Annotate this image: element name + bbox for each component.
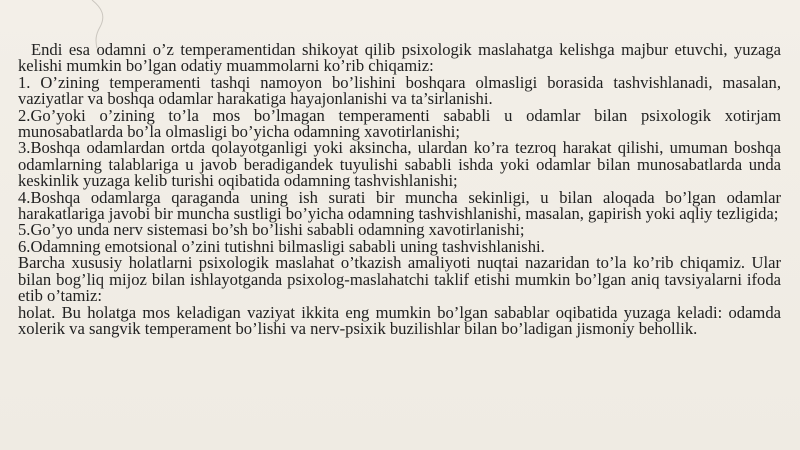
list-item-6: 6.Odamning emotsional o’zini tutishni bilmasligi sababli uning tashvishlanishi. [18,236,545,256]
conclusion-paragraph: Barcha xususiy holatlarni psixologik maslahat o’tkazish amaliyoti nuqtai nazaridan to’la ko’rib chiqamiz. Ular bilan bog’liq mijoz bilan ishlayotganda psixolog-maslahatchi taklif etishi mumkin bo’lgan aniq tavsiyalarni ifoda etib o’tamiz: [18,253,781,306]
list-item-4: 4.Boshqa odamlarga qaraganda uning ish surati bir muncha sekinligi, u bilan aloqada bo’lgan odamlar harakatlariga javobi bir muncha sustligi bo’yicha odamning tashvishlanishi, masalan, gapirish yoki aqliy tezligida; [18,187,781,224]
list-item-1: 1. O’zining temperamenti tashqi namoyon bo’lishini boshqara olmasligi borasida tashvishlanadi, masalan, vaziyatlar va boshqa odamlar harakatiga hayajonlanishi va ta’sirlanishi. [18,72,781,109]
list-item-3: 3.Boshqa odamlardan ortda qolayotganligi yoki aksincha, ulardan ko’ra tezroq harakat qilishi, umuman boshqa odamlarning talablariga u javob beradigandek tuyulishi sababli ishda yoki odamlar bilan munosabatlarda unda keskinlik yuzaga kelib turishi oqibatida odamning tashvishlanishi; [18,138,781,191]
document-body [18,42,781,337]
closing-paragraph: holat. Bu holatga mos keladigan vaziyat ikkita eng mumkin bo’lgan sabablar oqibatida yuzaga keladi: odamda xolerik va sangvik temperament bo’lishi va nerv-psixik buzilishlar bilan bo’ladigan jismoniy behollik. [18,302,781,338]
list-item-2: 2.Go’yoki o’zining to’la mos bo’lmagan temperamenti sababli u odamlar bilan psixologik xotirjam munosabatlarda bo’la olmasligi bo’yicha odamning xavotirlanishi; [18,105,781,142]
intro-paragraph: Endi esa odamni o’z temperamentidan shikoyat qilib psixologik maslahatga kelishga majbur etuvchi, yuzaga kelishi mumkin bo’lgan odatiy muammolarni ko’rib chiqamiz: [18,40,781,76]
list-item-5: 5.Go’yo unda nerv sistemasi bo’sh bo’lishi sababli odamning xavotirlanishi; [18,220,525,240]
